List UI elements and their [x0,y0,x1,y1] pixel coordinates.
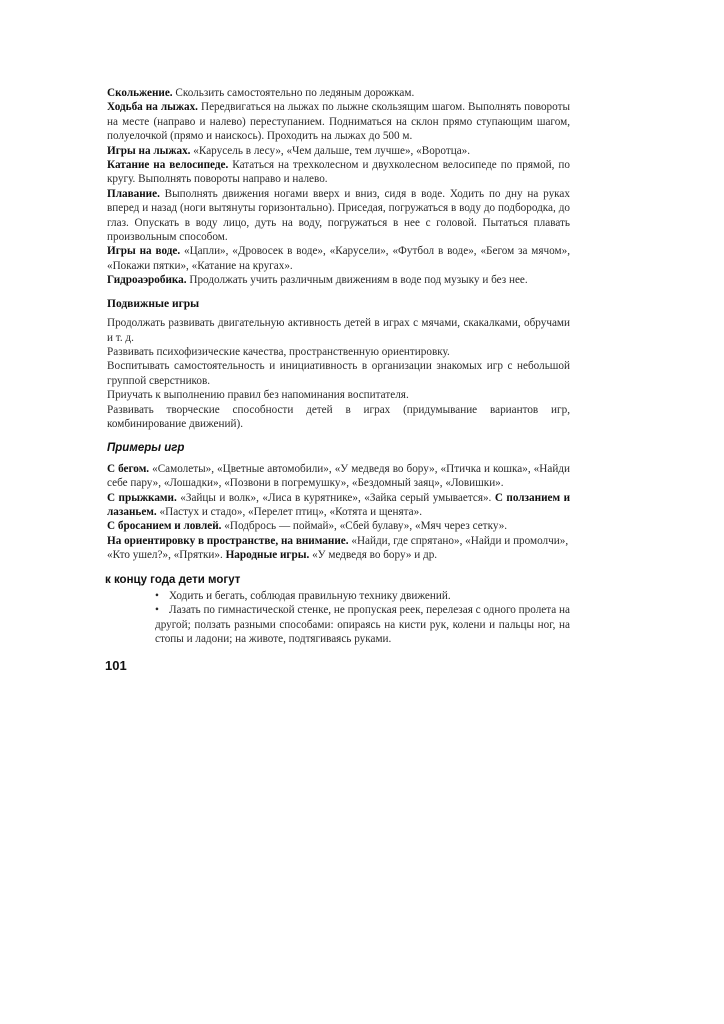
paragraph-swimming [107,187,570,245]
paragraph-lead: С прыжками. [107,491,177,504]
paragraph-text: «Найди, где спрятано», «Найди и промолчи», «Кто ушел?», «Прятки». [107,534,569,562]
paragraph-lead: Гидроаэробика. [107,274,187,287]
paragraph-lead: Народные игры. [225,549,310,562]
paragraph-lead: Плавание. [107,187,160,200]
list-item-text: Ходить и бегать, соблюдая правильную технику движений. [169,590,451,602]
heading-end-of-year: к концу года дети могут [105,573,241,586]
paragraph-text: Выполнять движения ногами вверх и вниз, сидя в воде. Ходить по дну на руках вперед и назад (ноги вытянуты горизонтально). Приседая, погружаться в воду до подбородка, до глаз. Опускать в воду лицо, дуть на воду, погружаться в нее с головой. Пытаться плавать произвольным способом. [107,187,570,244]
heading-mobile-games: Подвижные игры [107,297,200,310]
paragraph-text: «Зайцы и волк», «Лиса в курятнике», «Зайка серый умывается». [176,491,492,504]
paragraph: Приучать к выполнению правил без напоминания воспитателя. [107,389,409,402]
paragraph-lead: Игры на воде. [107,245,181,258]
paragraph-text: «У медведя во бору» и др. [309,549,438,562]
paragraph: Развивать творческие способности детей в играх (придумывание вариантов игр, комбинирование движений). [107,403,570,430]
bullet-icon: • [155,590,159,602]
paragraph-lead: С бросанием и ловлей. [107,520,222,533]
paragraph-cycling [107,158,570,187]
paragraph-text: Передвигаться на лыжах по лыжне скользящим шагом. Выполнять повороты на месте (направо и налево) переступанием. Подниматься на склон прямо ступающим шагом, полуелочкой (прямо и наискось). Проходить на лыжах до 500 м. [107,101,570,143]
document-page [107,86,570,673]
paragraph-text: «Пастух и стадо», «Перелет птиц», «Котята и щенята». [156,505,423,518]
paragraph-text: «Самолеты», «Цветные автомобили», «У медведя во бору», «Птичка и кошка», «Найди себе пару», «Лошадки», «Позвони в погремушку», «Бездомный заяц», «Ловишки». [107,462,570,490]
paragraph-lead: Скольжение. [107,87,173,99]
paragraph-lead: Игры на лыжах. [107,144,191,157]
paragraph: Продолжать развивать двигательную активность детей в играх с мячами, скакалками, обручами и т. д. [107,317,570,344]
paragraph-lead: С ползанием и лазаньем. [107,491,571,518]
paragraph-aquaerobics [107,273,570,287]
paragraph-text: Кататься на трехколесном и двухколесном велосипеде по прямой, по кругу. Выполнять повороты направо и налево. [107,159,570,186]
list-item [155,589,570,603]
paragraph-lead: На ориентировку в пространстве, на внимание. [107,534,349,547]
paragraph-water-games [107,244,570,273]
paragraph-ski-games [107,144,570,158]
paragraph: Воспитывать самостоятельность и инициативность в организации знакомых игр с небольшой группой сверстников. [107,360,570,387]
paragraph-jumping-crawling-games [107,491,570,520]
paragraph-text: «Карусель в лесу», «Чем дальше, тем лучше», «Воротца». [190,144,471,157]
paragraph-running-games [107,462,570,491]
list-item [155,603,570,646]
paragraph: Развивать психофизические качества, пространственную ориентировку. [107,345,450,358]
paragraph-text: «Цапли», «Дровосек в воде», «Карусели», «Футбол в воде», «Бегом за мячом», «Покажи пятки», «Катание на кругах». [107,245,571,272]
paragraph-orientation-folk-games [107,534,570,563]
list-item-text: Лазать по гимнастической стенке, не пропуская реек, перелезая с одного пролета на другой; ползать разными способами: опираясь на кисти рук, колени и пальцы ног, на стопы и ладони; на животе, подтягиваясь руками. [155,604,570,646]
paragraph-text: «Подбрось — поймай», «Сбей булаву», «Мяч через сетку». [221,520,508,533]
paragraph-skiing [107,100,570,143]
paragraph-lead: С бегом. [107,462,150,475]
paragraph-throwing-games [107,519,570,533]
bullet-icon: • [155,604,159,617]
paragraph-text: Скользить самостоятельно по ледяным дорожкам. [172,87,415,99]
skills-list [155,589,570,647]
heading-game-examples: Примеры игр [107,442,185,455]
paragraph-sliding [107,86,570,100]
paragraph-text: Продолжать учить различным движениям в воде под музыку и без нее. [186,274,528,287]
paragraph-lead: Ходьба на лыжах. [107,101,198,114]
paragraph-lead: Катание на велосипеде. [107,159,229,172]
page-number: 101 [105,657,127,673]
